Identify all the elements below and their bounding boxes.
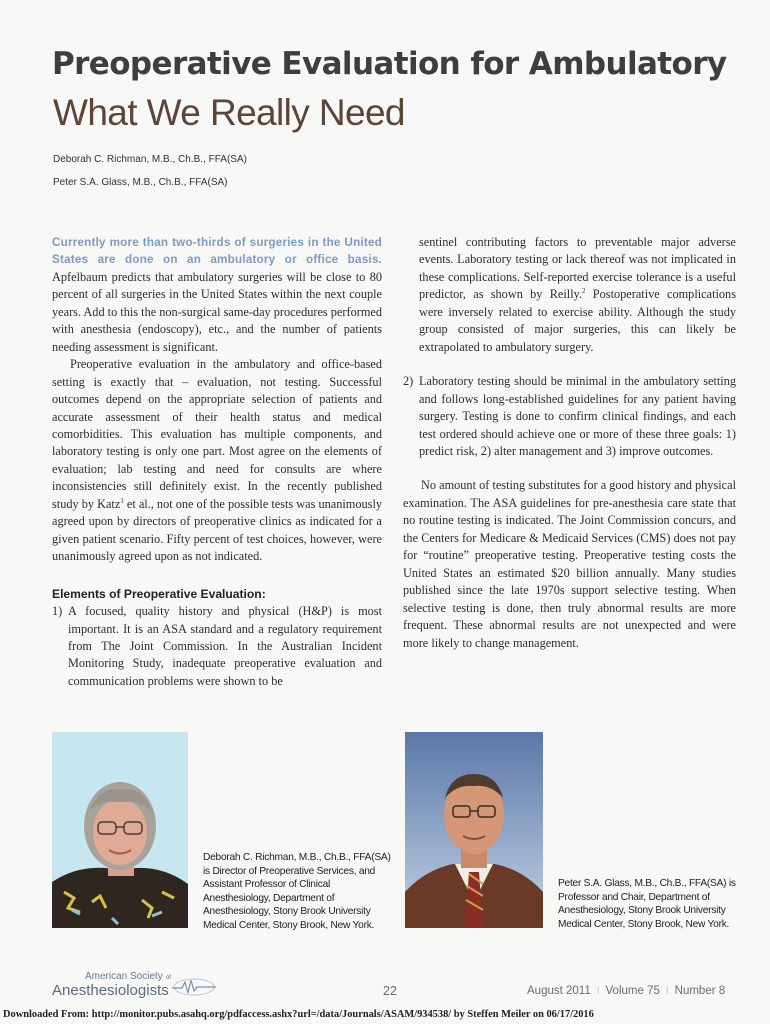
glass-caption: Peter S.A. Glass, M.B., Ch.B., FFA(SA) is Professor and Chair, Department of Anesthesiology, Stony Brook University Medical Center, Stony Brook, New York. — [558, 878, 736, 930]
continued-text-b: Postoperative complications were inversely related to exercise ability. Although the study group consisted of major surgeries, this can likely be extrapolated to ambulatory surgery. — [419, 287, 736, 354]
article-subtitle: What We Really Need — [53, 92, 405, 133]
issue-info — [527, 985, 725, 997]
author-line-richman: Deborah C. Richman, M.B., Ch.B., FFA(SA) — [53, 154, 247, 165]
heartbeat-logo-icon — [172, 978, 216, 996]
intro-lead-text: Currently more than two-thirds of surgeries in the United States are done on an ambulatory or office basis. — [52, 236, 382, 267]
section-heading: Elements of Preoperative Evaluation: — [52, 586, 266, 601]
left-column — [52, 234, 382, 690]
glass-photo — [405, 732, 543, 928]
continued-text-a: sentinel contributing factors to preventable major adverse events. Laboratory testing or lack thereof was not implicated in these complications. Self-reported exercise tolerance is a useful predictor, as shown by Reilly. — [419, 235, 736, 302]
right-column — [403, 234, 736, 652]
evaluation-text-a: Preoperative evaluation in the ambulatory and office-based setting is exactly that – evaluation, not testing. Successful outcomes depend on the appropriate selection of patients and accurate assessment of their health status and medical comorbidities. This evaluation has multiple components, and laboratory testing is only one part. Most agree on the elements of evaluation; lab testing and need for consults are where inconsistencies still definitely exist. In the recently published study by Katz — [52, 357, 382, 511]
reference-1: 1 — [120, 496, 124, 505]
page-number: 22 — [383, 984, 397, 998]
asa-logo-line2: Anesthesiologists — [52, 982, 169, 999]
issue-number: Number 8 — [674, 985, 726, 997]
reference-2: 2 — [582, 287, 586, 296]
intro-paragraph — [52, 234, 382, 356]
list-text-2: Laboratory testing should be minimal in the ambulatory setting and follows long-established guidelines for any patient having surgery. Testing is done to confirm clinical findings, and each test ordered should achieve one or more of these three goals: 1) predict risk, 2) alter management and 3) improve outcomes. — [419, 374, 736, 458]
testing-paragraph: No amount of testing substitutes for a good history and physical examination. The ASA guidelines for pre-anesthesia care state that no routine testing is indicated. The Joint Commission concurs, and the Centers for Medicare & Medicaid Services (CMS) does not pay for “routine” preoperative testing. Preoperative testing costs the United States an estimated $20 billion annually. Many studies published since the late 1970s support selective testing. When selective testing is done, then truly abnormal results are more frequent. These abnormal results are not unexpected and were more likely to change management. — [403, 478, 736, 650]
richman-photo — [52, 732, 188, 928]
author-line-glass: Peter S.A. Glass, M.B., Ch.B., FFA(SA) — [53, 177, 228, 188]
issue-volume: Volume 75 — [605, 985, 660, 997]
richman-caption: Deborah C. Richman, M.B., Ch.B., FFA(SA) is Director of Preoperative Services, and Assistant Professor of Clinical Anesthesiology, Department of Anesthesiology, Stony Brook University Medical Center, Stony Brook, New York. — [203, 852, 391, 931]
issue-date: August 2011 — [527, 985, 591, 997]
asa-logo-of: of — [165, 974, 172, 981]
list-number-1: 1) — [52, 604, 63, 619]
article-title: Preoperative Evaluation for Ambulatory — [52, 46, 727, 82]
list-text-1: A focused, quality history and physical (H&P) is most important. It is an ASA standard and a regulatory requirement from The Joint Commission. In the Australian Incident Monitoring Study, inadequate preoperative evaluation and communication problems were shown to be — [68, 604, 382, 688]
evaluation-text-b: et al., not one of the possible tests was unanimously agreed upon by directors of preoperative clinics as indicated for a given patient scenario. Fifty percent of test choices, however, were unanimously agreed upon as not indicated. — [52, 496, 383, 564]
asa-logo-line1 — [85, 971, 171, 982]
issue-separator-2: I — [665, 986, 669, 997]
list-item-2 — [403, 373, 736, 460]
list-item-1 — [52, 603, 382, 690]
intro-body-text: Apfelbaum predicts that ambulatory surgeries will be close to 80 percent of all surgeries in the United States within the next couple years. Add to this the non-surgical same-day procedures performed with anesthesia (endoscopy), etc., and the number of patients needing assessment is significant. — [52, 269, 382, 354]
list-number-2: 2) — [403, 374, 414, 389]
evaluation-paragraph — [52, 356, 382, 565]
asa-logo-society: American Society — [85, 971, 163, 982]
list-item-1-continued — [403, 234, 736, 356]
download-notice: Downloaded From: http://monitor.pubs.asahq.org/pdfaccess.ashx?url=/data/Journals/ASAM/934538/ by Steffen Meiler on 06/17/2016 — [3, 1009, 594, 1020]
issue-separator-1: I — [596, 986, 600, 997]
